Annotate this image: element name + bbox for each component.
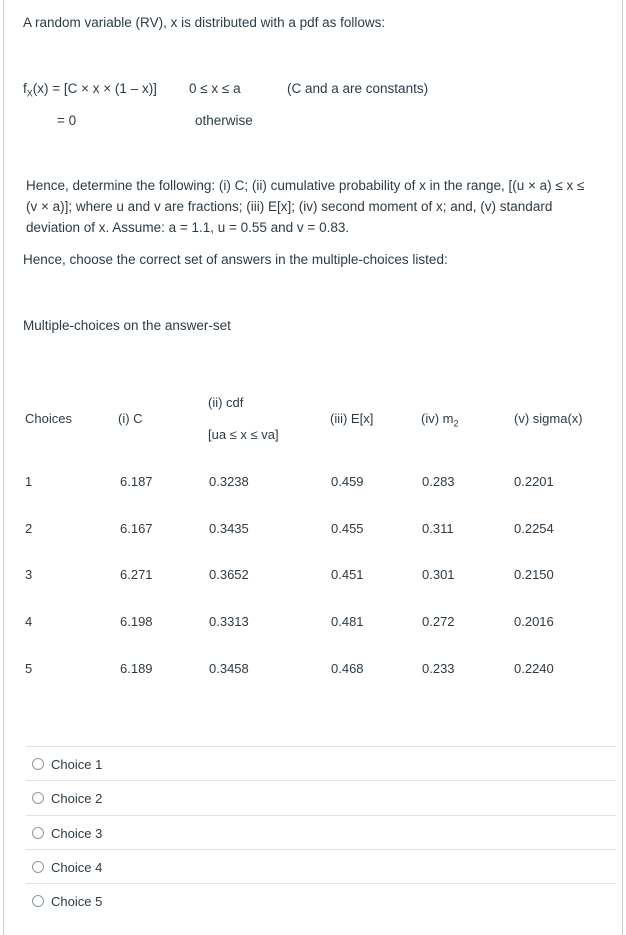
cell-cdf: 0.3313 (209, 614, 249, 629)
radio-button[interactable] (32, 792, 44, 804)
pdf-subscript: X (26, 88, 33, 99)
header-c: (i) C (118, 411, 143, 426)
question-instruction: Hence, choose the correct set of answers in the multiple-choices listed: (23, 252, 448, 267)
cell-ex: 0.481 (331, 614, 364, 629)
header-ex: (iii) E[x] (330, 411, 374, 426)
cell-choice: 5 (25, 661, 33, 676)
question-panel (3, 0, 623, 935)
pdf-otherwise: otherwise (195, 113, 253, 128)
cell-c: 6.189 (120, 661, 153, 676)
cell-sigma: 0.2254 (514, 521, 554, 536)
question-intro: A random variable (RV), x is distributed with a pdf as follows: (23, 15, 386, 30)
answer-option-2[interactable] (26, 780, 616, 815)
pdf-definition (23, 81, 157, 99)
answer-label[interactable]: Choice 2 (51, 790, 103, 806)
radio-button[interactable] (32, 758, 44, 770)
cell-choice: 4 (25, 614, 33, 629)
radio-button[interactable] (32, 827, 44, 839)
pdf-note: (C and a are constants) (287, 81, 429, 96)
radio-button[interactable] (32, 895, 44, 907)
header-cdf-range: [ua ≤ x ≤ va] (208, 427, 279, 442)
cell-choice: 1 (25, 474, 33, 489)
cell-c: 6.187 (120, 474, 153, 489)
header-choices: Choices (25, 411, 72, 426)
answer-option-3[interactable] (26, 815, 616, 850)
header-cdf: (ii) cdf (208, 395, 244, 410)
cell-c: 6.198 (120, 614, 153, 629)
radio-button[interactable] (32, 861, 44, 873)
cell-m2: 0.301 (422, 567, 455, 582)
header-sigma: (v) sigma(x) (514, 411, 583, 426)
cell-c: 6.271 (120, 567, 153, 582)
cell-sigma: 0.2016 (514, 614, 554, 629)
cell-cdf: 0.3458 (209, 661, 249, 676)
cell-m2: 0.272 (422, 614, 455, 629)
cell-cdf: 0.3652 (209, 567, 249, 582)
cell-m2: 0.283 (422, 474, 455, 489)
pdf-range: 0 ≤ x ≤ a (189, 81, 241, 96)
cell-m2: 0.311 (422, 521, 454, 536)
cell-ex: 0.455 (331, 521, 364, 536)
table-caption: Multiple-choices on the answer-set (23, 318, 231, 333)
cell-choice: 2 (25, 521, 33, 536)
pdf-f: f (23, 81, 27, 96)
header-m2: (iv) $m_2$ (421, 411, 459, 429)
cell-sigma: 0.2150 (514, 567, 554, 582)
cell-c: 6.167 (120, 521, 153, 536)
answer-label[interactable]: Choice 3 (51, 825, 103, 841)
answer-option-1[interactable] (26, 746, 616, 781)
answer-option-5[interactable] (26, 883, 616, 918)
pdf-expression: (x) = [C × x × (1 – x)] (32, 81, 157, 96)
answer-label[interactable]: Choice 1 (51, 756, 103, 772)
cell-sigma: 0.2201 (514, 474, 554, 489)
cell-cdf: 0.3238 (209, 474, 249, 489)
cell-m2: 0.233 (422, 661, 455, 676)
cell-ex: 0.459 (331, 474, 364, 489)
pdf-zero: = 0 (57, 113, 77, 128)
cell-sigma: 0.2240 (514, 661, 554, 676)
cell-ex: 0.451 (331, 567, 364, 582)
cell-ex: 0.468 (331, 661, 364, 676)
answer-label[interactable]: Choice 4 (51, 859, 103, 875)
cell-choice: 3 (25, 567, 33, 582)
answer-label[interactable]: Choice 5 (51, 893, 103, 909)
question-task: Hence, determine the following: (i) C; (ii) cumulative probability of x in the range, [(u × a) ≤ x ≤ (v × a)]; where u and v are fractions; (iii) E[x]; (iv) second moment of x; and, (v) standard deviation of x. Assume: a = 1.1, u = 0.55 and v = 0.83. (26, 178, 585, 235)
cell-cdf: 0.3435 (209, 521, 249, 536)
answer-option-4[interactable] (26, 849, 616, 884)
